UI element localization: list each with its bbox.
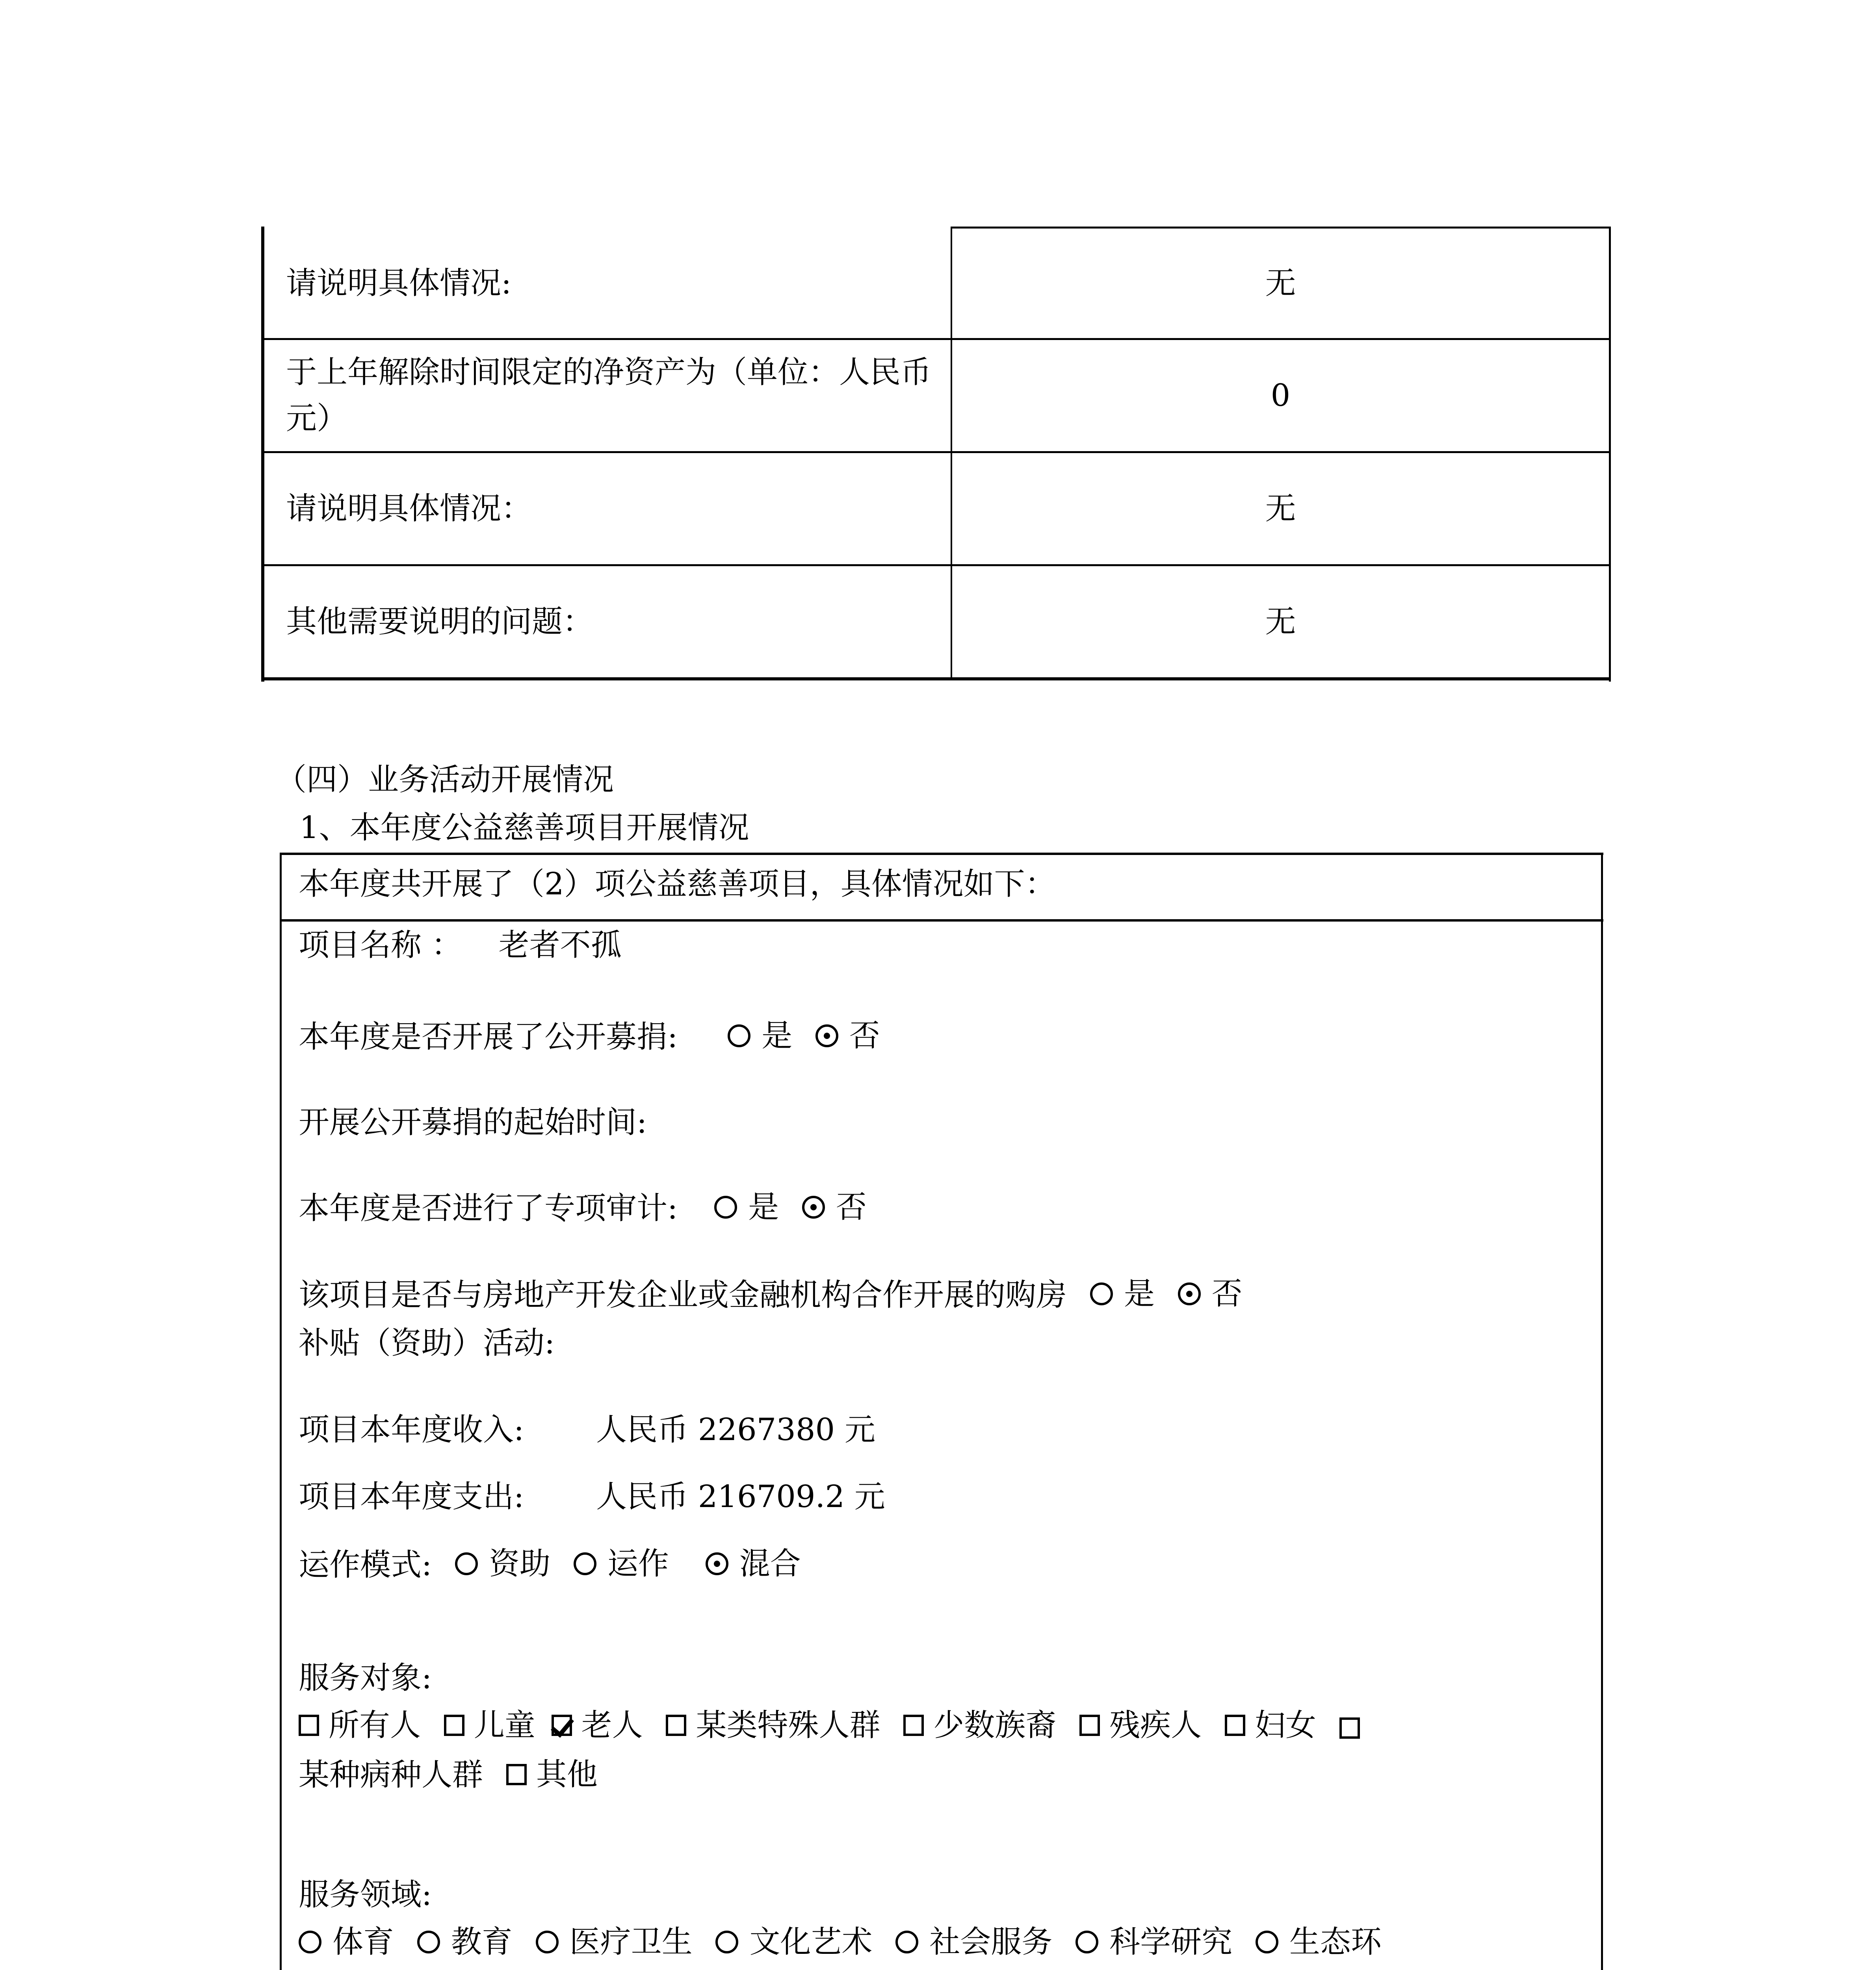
housing-subsidy-no-radio[interactable] xyxy=(1178,1276,1243,1312)
field-radio[interactable] xyxy=(417,1924,513,1960)
option-label: 体育 xyxy=(332,1924,394,1960)
operation-mode-row xyxy=(299,1546,801,1583)
table-border-right xyxy=(1601,853,1603,1970)
option-label: 所有人 xyxy=(329,1708,421,1743)
option-label: 是 xyxy=(748,1189,779,1225)
project-name-label: 项目名称 ： xyxy=(299,927,462,963)
operation-mode-operate-radio[interactable] xyxy=(574,1546,669,1582)
row-value-text: 无 xyxy=(1265,491,1296,526)
field-radio[interactable] xyxy=(299,1924,394,1960)
radio-selected-icon xyxy=(706,1552,728,1575)
target-checkbox[interactable] xyxy=(1079,1710,1202,1741)
operation-mode-mixed-radio[interactable] xyxy=(706,1546,801,1582)
fundraising-start-row xyxy=(299,1107,647,1138)
special-audit-yes-radio[interactable] xyxy=(714,1189,779,1225)
service-targets-line2 xyxy=(299,1757,598,1793)
operation-mode-grant-radio[interactable] xyxy=(455,1546,551,1582)
operation-mode-label: 运作模式: xyxy=(299,1547,432,1583)
option-label: 妇女 xyxy=(1254,1708,1316,1743)
income-row xyxy=(299,1412,875,1448)
table-header-divider xyxy=(280,919,1603,922)
checkbox-checked-icon xyxy=(552,1715,572,1736)
option-label: 老人 xyxy=(581,1708,643,1743)
row-label-text: 请说明具体情况: xyxy=(286,266,512,301)
housing-subsidy-row xyxy=(299,1276,1243,1313)
radio-unselected-icon xyxy=(455,1552,478,1575)
row-value-text: 0 xyxy=(1270,378,1291,413)
target-checkbox[interactable] xyxy=(299,1757,483,1793)
expense-value: 人民币 216709.2 元 xyxy=(596,1479,885,1515)
option-label: 医疗卫生 xyxy=(569,1924,693,1960)
checkbox-empty-icon xyxy=(444,1715,464,1736)
target-checkbox[interactable] xyxy=(903,1710,1056,1741)
target-checkbox[interactable] xyxy=(444,1710,535,1741)
project-name-row xyxy=(299,927,622,963)
row-label-text: 请说明具体情况： xyxy=(286,491,532,526)
service-targets-label: 服务对象: xyxy=(299,1660,432,1696)
option-label: 是 xyxy=(762,1018,793,1054)
field-radio[interactable] xyxy=(895,1924,1053,1960)
option-label: 少数族裔 xyxy=(933,1708,1057,1743)
radio-unselected-icon xyxy=(728,1024,750,1047)
table-row-label xyxy=(263,566,951,677)
service-fields-line1 xyxy=(299,1924,1382,1960)
expense-row xyxy=(299,1479,885,1515)
checkbox-empty-icon xyxy=(1225,1715,1245,1736)
radio-selected-icon xyxy=(1178,1282,1201,1305)
checkbox-empty-icon[interactable] xyxy=(1339,1717,1360,1739)
special-audit-row xyxy=(299,1189,867,1226)
public-fundraising-label: 本年度是否开展了公开募捐: xyxy=(299,1019,678,1055)
radio-selected-icon xyxy=(802,1196,825,1219)
table-row-label xyxy=(263,229,951,338)
project-name-value: 老者不孤 xyxy=(498,927,622,963)
option-label: 运作 xyxy=(607,1546,669,1582)
public-fundraising-row xyxy=(299,1018,880,1055)
housing-subsidy-row-cont xyxy=(299,1325,555,1361)
service-targets-line1 xyxy=(299,1710,1369,1741)
radio-selected-icon xyxy=(815,1024,838,1047)
radio-unselected-icon xyxy=(1256,1931,1278,1953)
option-label: 教育 xyxy=(451,1924,513,1960)
public-fundraising-no-radio[interactable] xyxy=(815,1018,880,1054)
table-border-top xyxy=(280,853,1603,855)
radio-unselected-icon xyxy=(536,1931,559,1953)
income-label: 项目本年度收入: xyxy=(299,1412,524,1448)
target-checkbox[interactable] xyxy=(666,1710,880,1741)
field-radio[interactable] xyxy=(1075,1924,1233,1960)
income-value: 人民币 2267380 元 xyxy=(596,1412,875,1448)
option-label: 残疾人 xyxy=(1109,1708,1202,1743)
option-label: 文化艺术 xyxy=(749,1924,873,1960)
option-label: 生态环 xyxy=(1289,1924,1382,1960)
radio-unselected-icon xyxy=(1090,1282,1113,1305)
projects-summary: 本年度共开展了（2）项公益慈善项目，具体情况如下： xyxy=(299,866,1056,902)
row-value-text: 无 xyxy=(1265,604,1296,639)
option-label: 某种病种人群 xyxy=(299,1757,483,1793)
option-label: 否 xyxy=(849,1018,880,1054)
housing-subsidy-label-line1: 该项目是否与房地产开发企业或金融机构合作开展的购房 xyxy=(299,1277,1067,1313)
table-border-left xyxy=(280,853,282,1970)
section-subheading: 1、本年度公益慈善项目开展情况 xyxy=(299,810,749,846)
expense-label: 项目本年度支出: xyxy=(299,1479,524,1515)
row-label-text: 其他需要说明的问题： xyxy=(286,604,594,639)
field-radio[interactable] xyxy=(1256,1924,1382,1960)
special-audit-label: 本年度是否进行了专项审计: xyxy=(299,1191,678,1226)
radio-unselected-icon xyxy=(574,1552,596,1575)
radio-unselected-icon xyxy=(895,1931,918,1953)
row-label-text: 于上年解除时间限定的净资产为（单位：人民币元） xyxy=(286,355,932,436)
table-row-value xyxy=(951,453,1610,564)
option-label: 是 xyxy=(1124,1276,1155,1312)
service-fields-label: 服务领域: xyxy=(299,1877,432,1912)
checkbox-empty-icon xyxy=(1079,1715,1100,1736)
table-row-value xyxy=(951,566,1610,677)
radio-unselected-icon xyxy=(715,1931,738,1953)
target-checkbox[interactable] xyxy=(299,1710,421,1741)
target-checkbox[interactable] xyxy=(552,1710,643,1741)
section-heading: （四）业务活动开展情况 xyxy=(276,762,614,797)
checkbox-empty-icon xyxy=(299,1715,319,1736)
option-label: 否 xyxy=(1211,1276,1243,1312)
option-label: 混合 xyxy=(739,1546,801,1582)
radio-unselected-icon xyxy=(714,1196,737,1219)
radio-unselected-icon xyxy=(299,1931,321,1953)
option-label: 资助 xyxy=(489,1546,551,1582)
radio-unselected-icon xyxy=(1075,1931,1098,1953)
option-label: 儿童 xyxy=(474,1708,535,1743)
table-row-label xyxy=(263,453,951,564)
checkbox-empty-icon xyxy=(506,1764,527,1785)
fundraising-start-label: 开展公开募捐的起始时间: xyxy=(299,1105,647,1140)
checkbox-empty-icon xyxy=(666,1715,686,1736)
checkbox-empty-icon xyxy=(903,1715,924,1736)
table-border-bottom xyxy=(261,677,1611,680)
table-row-label xyxy=(263,340,951,451)
option-label: 社会服务 xyxy=(929,1924,1053,1960)
radio-unselected-icon xyxy=(417,1931,440,1953)
table-row-value xyxy=(951,229,1610,338)
option-label: 其他 xyxy=(536,1757,598,1792)
special-audit-no-radio[interactable] xyxy=(802,1189,867,1225)
option-label: 某类特殊人群 xyxy=(696,1708,880,1743)
option-label: 否 xyxy=(836,1189,867,1225)
target-checkbox[interactable] xyxy=(1225,1710,1316,1741)
housing-subsidy-label-line2: 补贴（资助）活动: xyxy=(299,1325,555,1361)
housing-subsidy-yes-radio[interactable] xyxy=(1090,1276,1155,1312)
row-value-text: 无 xyxy=(1265,266,1296,301)
public-fundraising-yes-radio[interactable] xyxy=(728,1018,793,1054)
option-label: 科学研究 xyxy=(1109,1924,1233,1960)
target-checkbox[interactable] xyxy=(506,1759,598,1790)
field-radio[interactable] xyxy=(536,1924,693,1960)
table-row-value xyxy=(951,340,1610,451)
field-radio[interactable] xyxy=(715,1924,873,1960)
